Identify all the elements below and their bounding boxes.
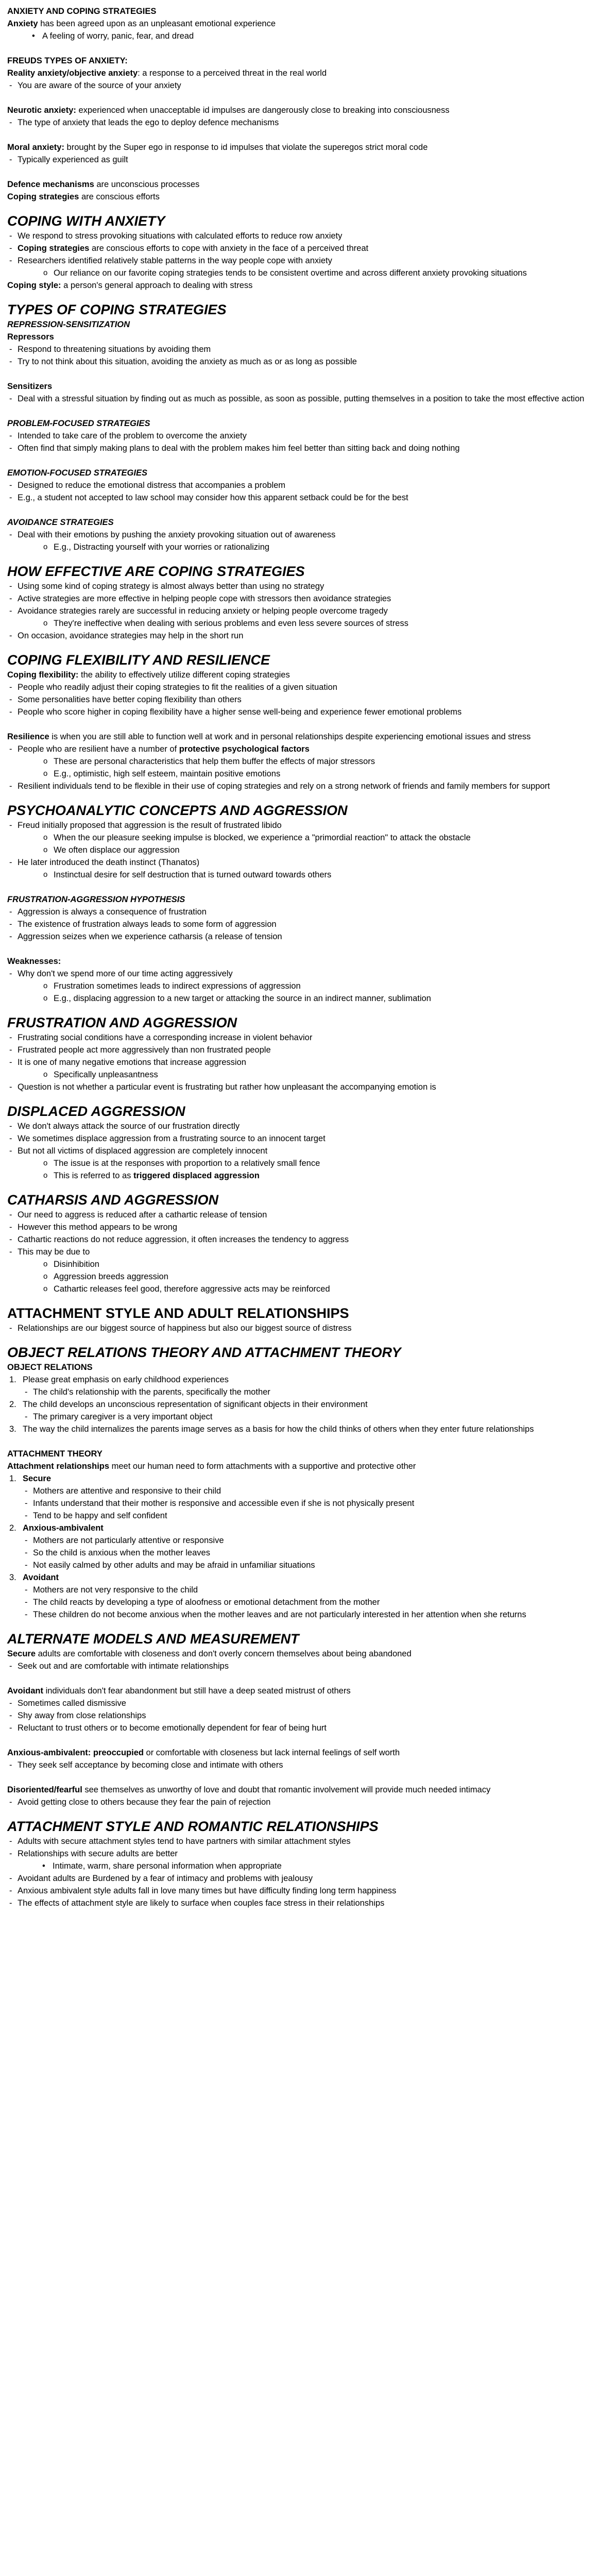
list-item: - Avoidant adults are Burdened by a fear of intimacy and problems with jealousy <box>18 1872 605 1885</box>
section-heading-how-effective: HOW EFFECTIVE ARE COPING STRATEGIES <box>7 564 305 579</box>
sublist <box>18 755 605 780</box>
list-item: - Adults with secure attachment styles tend to have partners with similar attachment styles <box>18 1835 605 1848</box>
section-heading-catharsis: CATHARSIS AND AGGRESSION <box>7 1192 219 1208</box>
list-item: o Cathartic releases feel good, therefore aggressive acts may be reinforced <box>54 1283 605 1295</box>
sublist <box>23 1485 605 1522</box>
list-item: - People who score higher in coping flexibility have a higher sense well-being and experience fewer emotional problems <box>18 706 605 718</box>
attachment-style-avoidant: 3. Avoidant - Mothers are not very responsive to the child - The child reacts by developing a type of aloofness or emotional detachment from the mother - These children do not become anxious when the mother leaves and are not particularly interested in her attention when she returns <box>23 1571 605 1621</box>
list-item: - Why don't we spend more of our time acting aggressively o Frustration sometimes leads to indirect expressions of aggression o E.g., displacing aggression to a new target or attacking the source in an indirect manner, sublimation <box>18 968 605 1005</box>
list-item: - Avoid getting close to others because they fear the pain of rejection <box>18 1796 605 1808</box>
reality-anxiety: Reality anxiety/objective anxiety: a response to a perceived threat in the real world <box>7 69 327 78</box>
list-item: - They seek self acceptance by becoming close and intimate with others <box>18 1759 605 1771</box>
list-item: - Often find that simply making plans to deal with the problem makes him feel better than sitting back and doing nothing <box>18 442 605 454</box>
list-item: o They're ineffective when dealing with serious problems and even less severe sources of stress <box>54 617 605 630</box>
list-item: - Tend to be happy and self confident <box>33 1510 605 1522</box>
list-item: - Intended to take care of the problem to overcome the anxiety <box>18 430 605 442</box>
attachment-list <box>7 1322 605 1334</box>
list-item: - Shy away from close relationships <box>18 1709 605 1722</box>
list-item: - Frustrating social conditions have a corresponding increase in violent behavior <box>18 1031 605 1044</box>
list-item: - Active strategies are more effective in helping people cope with stressors then avoidance strategies <box>18 592 605 605</box>
list-item: - So the child is anxious when the mother leaves <box>33 1547 605 1559</box>
list-item: - Cathartic reactions do not reduce aggression, it often increases the tendency to aggress <box>18 1233 605 1246</box>
defence-mechanisms: Defence mechanisms are unconscious processes <box>7 180 200 189</box>
section-heading-flexibility-resilience: COPING FLEXIBILITY AND RESILIENCE <box>7 652 270 668</box>
list-item: - E.g., a student not accepted to law school may consider how this apparent setback could be for the best <box>18 492 605 504</box>
list-item: - The child reacts by developing a type of aloofness or emotional detachment from the mother <box>33 1596 605 1608</box>
list-item: - Coping strategies are conscious efforts to cope with anxiety in the face of a perceived threat <box>18 242 605 255</box>
object-relations-list-3 <box>7 1423 605 1435</box>
list-item: - Deal with their emotions by pushing the anxiety provoking situation out of awareness o E.g., Distracting yourself with your worries or rationalizing <box>18 529 605 553</box>
sensitizers-list <box>7 393 605 405</box>
anxiety-definition: Anxiety has been agreed upon as an unpleasant emotional experience <box>7 19 276 28</box>
list-item: o E.g., Distracting yourself with your worries or rationalizing <box>54 541 605 553</box>
list-item: - We sometimes displace aggression from a frustrating source to an innocent target <box>18 1132 605 1145</box>
list-item: 1. Please great emphasis on early childhood experiences <box>9 1375 229 1384</box>
list-item: - Our need to aggress is reduced after a cathartic release of tension <box>18 1209 605 1221</box>
object-relations-list <box>7 1374 605 1386</box>
section-heading-frustration-aggression: FRUSTRATION AND AGGRESSION <box>7 1015 237 1030</box>
resilience-definition: Resilience is when you are still able to function well at work and in personal relationships despite experiencing emotional issues and stress <box>7 732 531 741</box>
sensitizers-label: Sensitizers <box>7 382 53 391</box>
avoidance-list <box>7 529 605 553</box>
list-item: - The effects of attachment style are likely to surface when couples face stress in their relationships <box>18 1897 605 1909</box>
anxiety-sublist <box>7 30 605 42</box>
list-item: o E.g., optimistic, high self esteem, maintain positive emotions <box>54 768 605 780</box>
resilience-list <box>7 743 605 792</box>
list-item: 2. The child develops an unconscious representation of significant objects in their environment <box>9 1400 368 1409</box>
list-item: o The issue is at the responses with proportion to a relatively small fence <box>54 1157 605 1170</box>
list-item: - This may be due to o Disinhibition o Aggression breeds aggression o Cathartic releases feel good, therefore aggressive acts may be reinforced <box>18 1246 605 1295</box>
list-item: - Mothers are not very responsive to the child <box>33 1584 605 1596</box>
list-item: - Sometimes called dismissive <box>18 1697 605 1709</box>
list-item: - Reluctant to trust others or to become emotionally dependent for fear of being hurt <box>18 1722 605 1734</box>
secure-adults-list <box>7 1660 605 1672</box>
list-item: - It is one of many negative emotions that increase aggression o Specifically unpleasantness <box>18 1056 605 1081</box>
coping-strategies-definition: Coping strategies are conscious efforts <box>7 192 160 201</box>
freud-heading: FREUDS TYPES OF ANXIETY: <box>7 56 128 65</box>
list-item: - Mothers are attentive and responsive to their child <box>33 1485 605 1497</box>
flexibility-list <box>7 681 605 718</box>
weaknesses-label: Weaknesses: <box>7 957 61 966</box>
sublist <box>18 1157 605 1182</box>
section-heading-types-of-coping: TYPES OF COPING STRATEGIES <box>7 302 227 317</box>
disoriented-fearful-list <box>7 1796 605 1808</box>
coping-with-anxiety-list <box>7 230 605 279</box>
sublist <box>18 1069 605 1081</box>
object-relations-list-2 <box>7 1398 605 1411</box>
sublist <box>23 1584 605 1621</box>
subheading-avoidance: AVOIDANCE STRATEGIES <box>7 518 114 527</box>
list-item: - We don't always attack the source of our frustration directly <box>18 1120 605 1132</box>
list-item: - Deal with a stressful situation by finding out as much as possible, as soon as possible, putting themselves in a position to take the most effective action <box>18 393 605 405</box>
list-item: o Instinctual desire for self destruction that is turned outward towards others <box>54 869 605 881</box>
subheading-frustration-aggression-hypothesis: FRUSTRATION-AGGRESSION HYPOTHESIS <box>7 895 185 904</box>
effectiveness-list <box>7 580 605 642</box>
neurotic-anxiety-list <box>7 116 605 129</box>
list-item: - Freud initially proposed that aggression is the result of frustrated libido o When the our pleasure seeking impulse is blocked, we experience a "primordial reaction" to attack the obstacle o We often displace our aggression <box>18 819 605 856</box>
coping-flexibility-definition: Coping flexibility: the ability to effectively utilize different coping strategies <box>7 670 290 680</box>
section-heading-romantic-relationships: ATTACHMENT STYLE AND ROMANTIC RELATIONSHIPS <box>7 1819 379 1834</box>
list-item: - Anxious ambivalent style adults fall in love many times but have difficulty finding long term happiness <box>18 1885 605 1897</box>
list-item: - Resilient individuals tend to be flexible in their use of coping strategies and rely on a strong network of friends and family members for support <box>18 780 605 792</box>
secure-adults: Secure adults are comfortable with closeness and don't overly concern themselves about being abandoned <box>7 1649 412 1658</box>
subheading-repression-sensitization: REPRESSION-SENSITIZATION <box>7 320 130 329</box>
list-item: o These are personal characteristics that help them buffer the effects of major stressors <box>54 755 605 768</box>
coping-style-definition: Coping style: a person's general approach to dealing with stress <box>7 281 253 290</box>
displaced-aggression-list <box>7 1120 605 1182</box>
subheading-problem-focused: PROBLEM-FOCUSED STRATEGIES <box>7 419 150 428</box>
object-relations-dash-list <box>7 1386 605 1398</box>
psychoanalytic-list <box>7 819 605 881</box>
list-item: - Relationships with secure adults are better • Intimate, warm, share personal information when appropriate <box>18 1848 605 1872</box>
attachment-style-anxious-ambivalent: 2. Anxious-ambivalent - Mothers are not particularly attentive or responsive - So the child is anxious when the mother leaves - Not easily calmed by other adults and may be afraid in unfamiliar situations <box>23 1522 605 1571</box>
sublist <box>18 869 605 881</box>
list-item: - People who readily adjust their coping strategies to fit the realities of a given situation <box>18 681 605 693</box>
list-item: - People who are resilient have a number of protective psychological factors o These are personal characteristics that help them buffer the effects of major stressors o E.g., optimistic, high self esteem, maintain positive emotions <box>18 743 605 780</box>
frustration-aggression-list <box>7 1031 605 1093</box>
section-heading-object-relations: OBJECT RELATIONS THEORY AND ATTACHMENT THEORY <box>7 1345 401 1360</box>
neurotic-anxiety: Neurotic anxiety: experienced when unacceptable id impulses are dangerously close to breaking into consciousness <box>7 106 450 115</box>
list-item: - Question is not whether a particular event is frustrating but rather how unpleasant the accompanying emotion is <box>18 1081 605 1093</box>
avoidant-adults: Avoidant individuals don't fear abandonment but still have a deep seated mistrust of others <box>7 1686 351 1696</box>
list-item: - Respond to threatening situations by avoiding them <box>18 343 605 355</box>
avoidant-adults-list <box>7 1697 605 1734</box>
list-item: - Try to not think about this situation, avoiding the anxiety as much as or as long as possible <box>18 355 605 368</box>
attachment-style-secure: 1. Secure - Mothers are attentive and responsive to their child - Infants understand that their mother is responsive and accessible even if she is not physically present - Tend to be happy and self confident <box>23 1472 605 1522</box>
section-heading-alternate-models: ALTERNATE MODELS AND MEASUREMENT <box>7 1631 299 1647</box>
sublist <box>18 541 605 553</box>
catharsis-list <box>7 1209 605 1295</box>
list-item: - However this method appears to be wrong <box>18 1221 605 1233</box>
list-item: - He later introduced the death instinct (Thanatos) o Instinctual desire for self destruction that is turned outward towards others <box>18 856 605 881</box>
list-item: - Some personalities have better coping flexibility than others <box>18 693 605 706</box>
document-title: ANXIETY AND COPING STRATEGIES <box>7 7 157 16</box>
list-item: - We respond to stress provoking situations with calculated efforts to reduce row anxiety <box>18 230 605 242</box>
attachment-relationships-definition: Attachment relationships meet our human need to form attachments with a supportive and protective other <box>7 1462 416 1471</box>
attachment-styles-list <box>7 1472 605 1621</box>
problem-focused-list <box>7 430 605 454</box>
repressors-label: Repressors <box>7 332 54 342</box>
list-item: o E.g., displacing aggression to a new target or attacking the source in an indirect manner, sublimation <box>54 992 605 1005</box>
list-item: - The primary caregiver is a very important object <box>33 1411 605 1423</box>
list-item: - Typically experienced as guilt <box>18 154 605 166</box>
attachment-theory-label: ATTACHMENT THEORY <box>7 1449 103 1459</box>
list-item: o Frustration sometimes leads to indirect expressions of aggression <box>54 980 605 992</box>
subheading-emotion-focused: EMOTION-FOCUSED STRATEGIES <box>7 468 147 478</box>
list-item: o Aggression breeds aggression <box>54 1270 605 1283</box>
list-item: - Mothers are not particularly attentive or responsive <box>33 1534 605 1547</box>
primary-caregiver-list <box>7 1411 605 1423</box>
list-item: • Intimate, warm, share personal information when appropriate <box>53 1860 605 1872</box>
sublist <box>18 617 605 630</box>
hypothesis-list <box>7 906 605 943</box>
list-item: - Not easily calmed by other adults and may be afraid in unfamiliar situations <box>33 1559 605 1571</box>
section-heading-attachment-adult: ATTACHMENT STYLE AND ADULT RELATIONSHIPS <box>7 1306 349 1321</box>
list-item: - Researchers identified relatively stable patterns in the way people cope with anxiety o Our reliance on our favorite coping strategies tends to be consistent overtime and across different anxiety provoking situations <box>18 255 605 279</box>
list-item: - Aggression seizes when we experience catharsis (a release of tension <box>18 930 605 943</box>
list-item: o Disinhibition <box>54 1258 605 1270</box>
sublist <box>18 1258 605 1295</box>
list-item: - The existence of frustration always leads to some form of aggression <box>18 918 605 930</box>
list-item: - Aggression is always a consequence of frustration <box>18 906 605 918</box>
list-item: - Relationships are our biggest source of happiness but also our biggest source of distress <box>18 1322 605 1334</box>
object-relations-label: OBJECT RELATIONS <box>7 1363 93 1372</box>
list-item: - But not all victims of displaced aggression are completely innocent o The issue is at the responses with proportion to a relatively small fence o This is referred to as triggered displaced aggression <box>18 1145 605 1182</box>
list-item: o We often displace our aggression <box>54 844 605 856</box>
weaknesses-list <box>7 968 605 1005</box>
romantic-list <box>7 1835 605 1909</box>
list-item: o This is referred to as triggered displaced aggression <box>54 1170 605 1182</box>
list-item: - Seek out and are comfortable with intimate relationships <box>18 1660 605 1672</box>
section-heading-coping-with-anxiety: COPING WITH ANXIETY <box>7 213 165 229</box>
list-item: o When the our pleasure seeking impulse is blocked, we experience a "primordial reaction" to attack the obstacle <box>54 832 605 844</box>
list-item: o Specifically unpleasantness <box>54 1069 605 1081</box>
list-item: - These children do not become anxious when the mother leaves and are not particularly interested in her attention when she returns <box>33 1608 605 1621</box>
emotion-focused-list <box>7 479 605 504</box>
list-item: - You are aware of the source of your anxiety <box>18 79 605 92</box>
sublist <box>23 1534 605 1571</box>
list-item: - Using some kind of coping strategy is almost always better than using no strategy <box>18 580 605 592</box>
sublist <box>18 1860 605 1872</box>
list-item: - Frustrated people act more aggressively than non frustrated people <box>18 1044 605 1056</box>
anxious-ambivalent-adults: Anxious-ambivalent: preoccupied or comfortable with closeness but lack internal feelings of self worth <box>7 1748 400 1757</box>
sublist <box>18 267 605 279</box>
section-heading-psychoanalytic: PSYCHOANALYTIC CONCEPTS AND AGGRESSION <box>7 803 348 818</box>
repressors-list <box>7 343 605 368</box>
anxious-ambivalent-list <box>7 1759 605 1771</box>
disoriented-fearful-adults: Disoriented/fearful see themselves as unworthy of love and doubt that romantic involvement will provide much needed intimacy <box>7 1785 491 1794</box>
anxiety-term: Anxiety <box>7 19 38 28</box>
list-item: • A feeling of worry, panic, fear, and dread <box>42 30 605 42</box>
reality-anxiety-list <box>7 79 605 92</box>
list-item: - The child's relationship with the parents, specifically the mother <box>33 1386 605 1398</box>
list-item: - Designed to reduce the emotional distress that accompanies a problem <box>18 479 605 492</box>
sublist <box>18 832 605 856</box>
moral-anxiety: Moral anxiety: brought by the Super ego in response to id impulses that violate the superegos strict moral code <box>7 143 428 152</box>
list-item: o Our reliance on our favorite coping strategies tends to be consistent overtime and across different anxiety provoking situations <box>54 267 605 279</box>
list-item: - On occasion, avoidance strategies may help in the short run <box>18 630 605 642</box>
list-item: - The type of anxiety that leads the ego to deploy defence mechanisms <box>18 116 605 129</box>
list-item: - Infants understand that their mother is responsive and accessible even if she is not physically present <box>33 1497 605 1510</box>
list-item: - Avoidance strategies rarely are successful in reducing anxiety or helping people overcome tragedy o They're ineffective when dealing with serious problems and even less severe sources of stress <box>18 605 605 630</box>
list-item: 3. The way the child internalizes the parents image serves as a basis for how the child thinks of others when they enter future relationships <box>9 1425 534 1434</box>
sublist <box>18 980 605 1005</box>
section-heading-displaced-aggression: DISPLACED AGGRESSION <box>7 1104 185 1119</box>
moral-anxiety-list <box>7 154 605 166</box>
